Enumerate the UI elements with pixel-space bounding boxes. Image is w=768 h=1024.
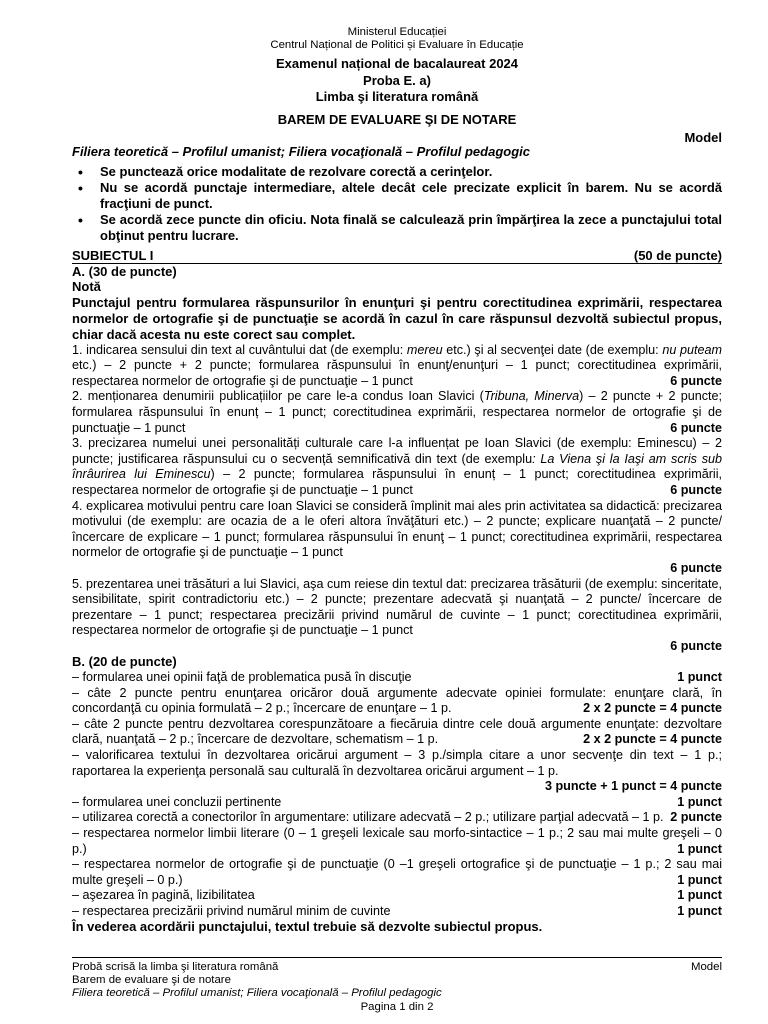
rules-list bbox=[72, 164, 722, 244]
footer-line-1: Probă scrisă la limba şi literatura română bbox=[72, 961, 279, 973]
document-page bbox=[72, 26, 722, 935]
b-criterion: – aşezarea în pagină, lizibilitatea 1 punct bbox=[72, 888, 722, 903]
item-1-points: 6 puncte bbox=[670, 373, 722, 388]
nota-text: Punctajul pentru formularea răspunsurilor în enunţuri şi pentru corectitudinea exprimării, respectarea normelor de ortografie şi de punctuaţie se acordă în cazul în care răspunsul dezvoltă subiectul propus, chiar dacă acesta nu este corect sau complet. bbox=[72, 294, 722, 342]
proba-title: Proba E. a) bbox=[363, 72, 431, 88]
subiect-title: SUBIECTUL I bbox=[72, 247, 154, 263]
item-4-points: 6 puncte bbox=[670, 560, 722, 575]
footer-line-2: Barem de evaluare şi de notare bbox=[72, 974, 231, 987]
section-a-heading: A. (30 de puncte) bbox=[72, 263, 177, 279]
page-number: Pagina 1 din 2 bbox=[360, 1000, 434, 1013]
item-4: 4. explicarea motivului pentru care Ioan Slavici se consideră împlinit mai ales prin activitatea sa didactică: precizarea motivului (de exemplu: are ocazia de a le oferi altora învăţături etc.) – 2 puncte; explicare nuanţată – 2 puncte/încercare de explicare – 1 punct; formularea răspunsului în enunţ – 1 punct; corectitudinea exprimării, respectarea normelor de ortografie şi de punctuaţie – 1 punct bbox=[72, 498, 722, 560]
subiect-points: (50 de puncte) bbox=[633, 247, 722, 263]
item-3: 3. precizarea numelui unei personalități culturale care l-a influențat pe Ioan Slavici (de exemplu: Eminescu) – 2 puncte; justificarea răspunsului cu o secvență semnificativă din text (de exemplu: La Viena şi la Iaşi am scris sub înrâurirea lui Eminescu) – 2 puncte; formularea răspunsului în enunț – 1 punct; corectitudinea exprimării, respectarea normelor de ortografie şi de punctuaţie – 1 punct 6 puncte bbox=[72, 436, 722, 497]
b-criterion: – câte 2 puncte pentru enunţarea oricăror două argumente adecvate opiniei formulate: enunţare clară, în concordanţă cu opinia formulată – 2 p.; încercare de enunţare – 1 p. 2 x 2 puncte = 4 puncte bbox=[72, 685, 722, 716]
page-footer bbox=[72, 957, 722, 1014]
b-criterion: – respectarea normelor limbii literare (0 – 1 greşeli lexicale sau morfo-sintactice – 1 p.; 2 sau mai multe greşeli – 0 p.) 1 punct bbox=[72, 825, 722, 856]
b-criterion: – formularea unei opinii faţă de problematica pusă în discuţie 1 punct bbox=[72, 669, 722, 684]
b-criterion: – valorificarea textului în dezvoltarea oricărui argument – 3 p./simpla citare a unor secvenţe din text – 1 p.; raportarea la experienţa personală sau culturală în dezvoltarea oricărui argument – 1 p. bbox=[72, 747, 722, 778]
footer-model: Model bbox=[690, 961, 722, 973]
b-criterion: – formularea unei concluzii pertinente 1 punct bbox=[72, 794, 722, 809]
nota-label: Notă bbox=[72, 279, 101, 295]
ministry-name: Ministerul Educației bbox=[347, 26, 447, 38]
item-5-points: 6 puncte bbox=[670, 638, 722, 653]
model-label: Model bbox=[684, 130, 722, 145]
center-name: Centrul Național de Politici și Evaluare în Educație bbox=[270, 39, 524, 51]
rule-item: • Se acordă zece puncte din oficiu. Nota finală se calculează prin împărţirea la zece a punctajului total obţinut pentru lucrare. bbox=[100, 212, 722, 244]
item-2: 2. menționarea denumirii publicațiilor pe care le-a condus Ioan Slavici (Tribuna, Minerva) – 2 puncte + 2 puncte; formularea răspunsului în enunț – 1 punct; corectitudinea exprimării, respectarea normelor de ortografie şi de punctuaţie – 1 punct 6 puncte bbox=[72, 389, 722, 435]
rule-item: • Se punctează orice modalitate de rezolvare corectă a cerinţelor. bbox=[100, 164, 722, 180]
item-5: 5. prezentarea unei trăsături a lui Slavici, aşa cum reiese din textul dat: precizarea trăsăturii (de exemplu: sinceritate, sensibilitate, spirit contradictoriu etc.) – 2 puncte; prezentare adecvată şi nuanţată – 2 puncte/ încercare de prezentare – 1 punct; respectarea precizării privind numărul de cuvinte – 1 punct; corectitudinea exprimării, respectarea normelor de ortografie şi de punctuaţie – 1 punct bbox=[72, 576, 722, 638]
footer-line-3: Filiera teoretică – Profilul umanist; Filiera vocaţională – Profilul pedagogic bbox=[72, 987, 442, 1000]
b-final-note: În vederea acordării punctajului, textul trebuie să dezvolte subiectul propus. bbox=[72, 919, 543, 935]
item-3-points: 6 puncte bbox=[670, 482, 722, 497]
subiect-header bbox=[72, 248, 722, 264]
exam-title: Examenul național de bacalaureat 2024 bbox=[275, 56, 519, 71]
b-criterion-points: 3 puncte + 1 punct = 4 puncte bbox=[544, 779, 722, 794]
b-criterion: – respectarea precizării privind numărul minim de cuvinte 1 punct bbox=[72, 903, 722, 918]
subject-title: Limba şi literatura română bbox=[315, 89, 479, 104]
b-criterion: – câte 2 puncte pentru dezvoltarea corespunzătoare a fiecăruia dintre cele două argumente enunţate: dezvoltare clară, nuanţată – 2 p.; încercare de dezvoltare, schematism – 1 p. 2 x 2 puncte = 4 puncte bbox=[72, 716, 722, 747]
section-b-heading: B. (20 de puncte) bbox=[72, 654, 177, 670]
barem-title: BAREM DE EVALUARE ŞI DE NOTARE bbox=[277, 111, 517, 127]
item-1: 1. indicarea sensului din text al cuvântului dat (de exemplu: mereu etc.) şi al secvenţei date (de exemplu: nu puteam etc.) – 2 puncte + 2 puncte; formularea răspunsului în enunţ/enunţuri – 1 punct; corectitudinea exprimării, respectarea normelor de ortografie şi de punctuaţie – 1 punct 6 puncte bbox=[72, 342, 723, 388]
filiera-line: Filiera teoretică – Profilul umanist; Filiera vocaţională – Profilul pedagogic bbox=[72, 143, 531, 159]
b-criterion: – respectarea normelor de ortografie şi de punctuaţie (0 –1 greşeli ortografice şi de punctuaţie – 1 p.; 2 sau mai multe greşeli – 0 p.) 1 punct bbox=[72, 857, 722, 887]
rule-item: • Nu se acordă punctaje intermediare, altele decât cele precizate explicit în barem. Nu se acordă fracţiuni de punct. bbox=[100, 180, 722, 212]
b-criterion: – utilizarea corectă a conectorilor în argumentare: utilizare adecvată – 2 p.; utilizare parţial adecvată – 1 p. 2 puncte bbox=[72, 810, 722, 825]
item-2-points: 6 puncte bbox=[670, 420, 722, 435]
